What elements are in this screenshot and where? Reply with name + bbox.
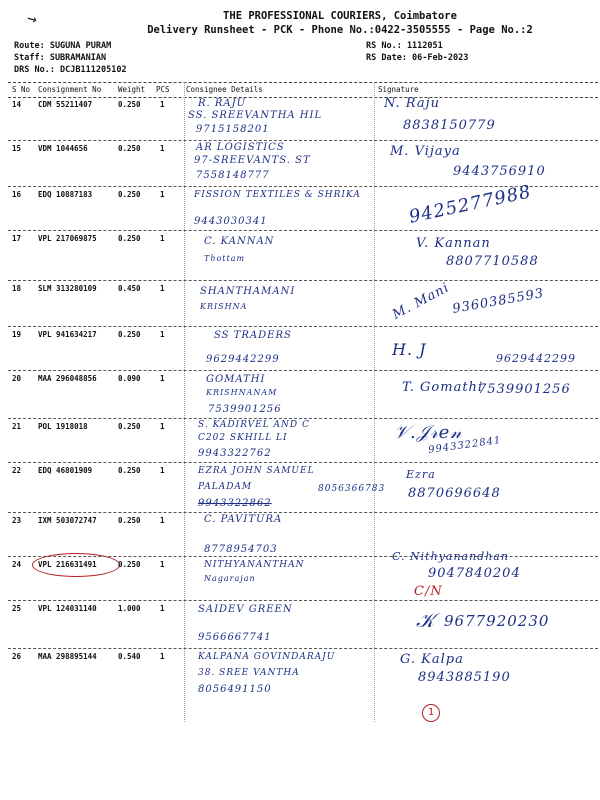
table-row (8, 96, 598, 141)
signature-scribble: 𝒱.𝒥𝓇𝑒𝓃 (394, 422, 463, 443)
extra-note: 8056366783 (318, 484, 386, 494)
consignee-name: GOMATHI (206, 374, 266, 385)
table-row (8, 230, 598, 281)
consignee-name: KALPANA GOVINDARAJU (198, 652, 336, 662)
signature: N. Raju (384, 96, 441, 111)
route-line: Route: SUGUNA PURAM (14, 41, 112, 51)
table-row (8, 550, 598, 601)
company-line: THE PROFESSIONAL COURIERS, Coimbatore (223, 10, 457, 22)
consignee-address: KRISHNANAM (206, 388, 278, 397)
row-weight: 0.250 (118, 466, 141, 475)
row-consignment: VDM 1044656 (38, 144, 88, 153)
row-sno: 19 (12, 330, 22, 339)
signature: M. Mani (390, 280, 453, 323)
consignee-name: R. RAJU (198, 98, 247, 109)
row-weight: 0.250 (118, 422, 141, 431)
signature-phone: 9677920230 (444, 612, 550, 630)
table-row (8, 181, 598, 231)
row-sno: 25 (12, 604, 22, 613)
consignee-phone: 9566667741 (198, 632, 272, 643)
row-consignment: VPL 216631491 (38, 560, 97, 569)
col-signature: Signature (378, 85, 419, 94)
consignee-address: C202 SKHILL LI (198, 433, 288, 443)
row-consignment: EDQ 46801909 (38, 466, 93, 475)
row-weight: 0.250 (118, 144, 141, 153)
row-sno: 21 (12, 422, 22, 431)
table-row (8, 418, 598, 463)
consignee-phone: 7539901256 (208, 404, 282, 415)
row-weight: 0.090 (118, 374, 141, 383)
consignee-name: S. KADIRVEL AND C (198, 420, 310, 430)
row-weight: 0.450 (118, 284, 141, 293)
col-pcs: PCS (156, 85, 170, 94)
table-row (8, 326, 598, 371)
signature-phone: 8870696648 (408, 486, 501, 501)
signature: H. J (392, 340, 427, 359)
row-consignment: EDQ 10887183 (38, 190, 93, 199)
circled-page-count: 1 (422, 704, 440, 722)
consignee-name: C. PAVITURA (204, 514, 283, 525)
row-pcs: 1 (160, 604, 165, 613)
row-pcs: 1 (160, 284, 165, 293)
consignee-name: NITHYANANTHAN (204, 560, 305, 570)
signature-phone: 9047840204 (428, 566, 521, 581)
row-consignment: VPL 941634217 (38, 330, 97, 339)
rs-date: RS Date: 06-Feb-2023 (366, 53, 469, 63)
staff-line: Staff: SUBRAMANIAN (14, 53, 107, 63)
row-weight: 1.000 (118, 604, 141, 613)
row-weight: 0.250 (118, 234, 141, 243)
signature: C. Nithyanandhan (392, 550, 509, 563)
row-pcs: 1 (160, 560, 165, 569)
row-sno: 20 (12, 374, 22, 383)
col-consignee: Consignee Details (186, 85, 263, 94)
row-sno: 24 (12, 560, 22, 569)
consignee-name: EZRA JOHN SAMUEL (198, 466, 315, 476)
signature-phone: 7539901256 (478, 382, 571, 397)
consignee-phone: 8778954703 (204, 544, 278, 555)
col-consignment: Consignment No (38, 85, 102, 94)
row-weight: 0.250 (118, 330, 141, 339)
row-pcs: 1 (160, 100, 165, 109)
signature: M. Vijaya (390, 144, 461, 159)
row-consignment: MAA 296048856 (38, 374, 97, 383)
row-sno: 15 (12, 144, 22, 153)
row-pcs: 1 (160, 144, 165, 153)
drs-line: DRS No.: DCJB111205102 (14, 65, 127, 75)
col-sno: S No (12, 85, 31, 94)
row-consignment: MAA 298895144 (38, 652, 97, 661)
table-row (8, 648, 598, 700)
consignee-address: KRISHNA (200, 302, 248, 311)
table-row (8, 140, 598, 187)
runsheet-title: Delivery Runsheet - PCK - Phone No.:0422-3505555 - Page No.:2 (147, 24, 533, 36)
row-pcs: 1 (160, 330, 165, 339)
consignee-name: FISSION TEXTILES & SHRIKA (194, 190, 361, 200)
table-row (8, 512, 598, 557)
signature: V. Kannan (416, 236, 491, 251)
signature-scribble: 𝒦 (416, 608, 436, 632)
consignee-name: SAIDEV GREEN (198, 604, 293, 615)
signature: T. Gomathi (402, 380, 484, 395)
row-pcs: 1 (160, 374, 165, 383)
row-sno: 23 (12, 516, 22, 525)
consignee-phone: 9943322762 (198, 448, 272, 459)
row-consignment: VPL 217069875 (38, 234, 97, 243)
row-sno: 17 (12, 234, 22, 243)
consignee-address: Nagarajan (204, 574, 256, 583)
row-consignment: IXM 503072747 (38, 516, 97, 525)
table-row (8, 600, 598, 649)
row-pcs: 1 (160, 652, 165, 661)
row-pcs: 1 (160, 190, 165, 199)
signature-phone: 9443756910 (453, 164, 546, 179)
consignee-name: SS TRADERS (214, 330, 292, 341)
row-consignment: SLM 313280109 (38, 284, 97, 293)
cn-note: C/N (414, 584, 443, 599)
consignee-address: Thottam (204, 254, 246, 263)
row-weight: 0.250 (118, 190, 141, 199)
consignee-address: SS. SREEVANTHA HIL (188, 110, 323, 121)
consignee-address: PALADAM (198, 482, 253, 492)
table-row (8, 280, 598, 327)
row-sno: 18 (12, 284, 22, 293)
row-weight: 0.250 (118, 560, 141, 569)
consignee-phone: 9715158201 (196, 124, 270, 135)
consignee-address: 97-SREEVANTS. ST (194, 155, 311, 166)
signature-phone: 8807710588 (446, 254, 539, 269)
signature-phone: 8943885190 (418, 670, 511, 685)
row-consignment: CDM 55211407 (38, 100, 93, 109)
consignee-name: SHANTHAMANI (200, 286, 296, 297)
consignee-name: AR LOGISTICS (196, 142, 285, 153)
table-row (8, 370, 598, 419)
row-sno: 14 (12, 100, 22, 109)
consignee-name: C. KANNAN (204, 236, 275, 247)
red-circle-highlight (32, 553, 120, 577)
signature: G. Kalpa (400, 652, 464, 667)
row-weight: 0.250 (118, 516, 141, 525)
row-pcs: 1 (160, 234, 165, 243)
consignee-address: 38. SREE VANTHA (198, 668, 300, 678)
row-sno: 26 (12, 652, 22, 661)
row-pcs: 1 (160, 466, 165, 475)
signature-phone: 9943322841 (427, 434, 503, 457)
consignee-phone: 9943322862 (198, 498, 272, 509)
consignee-phone: 9443030341 (194, 216, 268, 227)
row-pcs: 1 (160, 516, 165, 525)
signature-phone: 9425277988 (407, 181, 534, 228)
rs-number: RS No.: 1112051 (366, 41, 443, 51)
table-row (8, 462, 598, 513)
signature-phone: 9360385593 (451, 286, 546, 317)
row-pcs: 1 (160, 422, 165, 431)
row-weight: 0.250 (118, 100, 141, 109)
signature-phone: 9629442299 (496, 352, 576, 365)
tick-mark-icon: ↘ (21, 6, 40, 29)
row-sno: 16 (12, 190, 22, 199)
consignee-phone: 7558148777 (196, 170, 270, 181)
consignee-phone: 8056491150 (198, 684, 272, 695)
row-weight: 0.540 (118, 652, 141, 661)
consignee-phone: 9629442299 (206, 354, 280, 365)
row-consignment: VPL 124031140 (38, 604, 97, 613)
signature-phone: 8838150779 (403, 118, 496, 133)
signature: Ezra (406, 468, 436, 481)
row-sno: 22 (12, 466, 22, 475)
col-weight: Weight (118, 85, 146, 94)
row-consignment: POL 1918018 (38, 422, 88, 431)
